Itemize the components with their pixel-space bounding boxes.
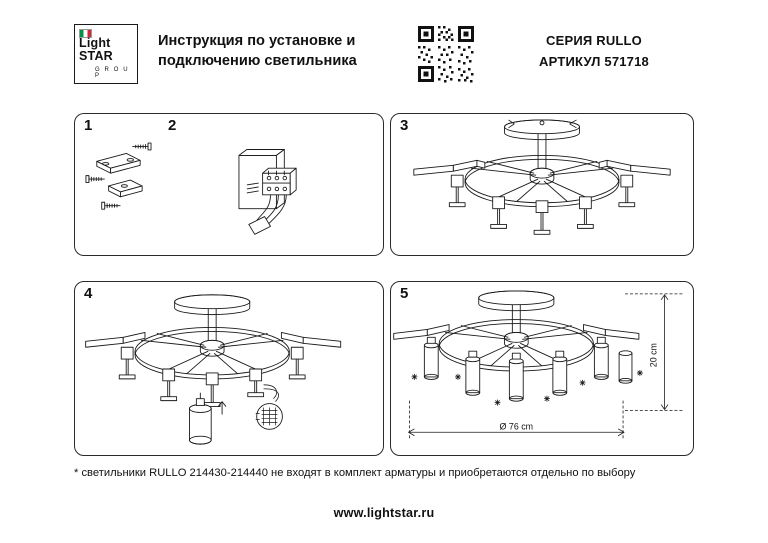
step-panel-5 <box>390 281 694 456</box>
step-panel-4 <box>74 281 384 456</box>
step-4-illustration <box>75 282 383 455</box>
series-label: СЕРИЯ RULLO <box>546 33 642 48</box>
step-number-5: 5 <box>400 285 409 302</box>
step-2-illustration <box>159 114 383 255</box>
step-panel-2 <box>159 113 384 256</box>
logo-line-2: STAR <box>79 48 113 63</box>
step-3-illustration <box>391 114 693 255</box>
logo-line-1: Light <box>79 36 111 50</box>
page-title: Инструкция по установке и подключению светильника <box>158 33 357 69</box>
logo-wordmark <box>79 37 135 62</box>
height-dimension-label: 20 cm <box>648 343 659 368</box>
qr-code-icon <box>416 24 476 84</box>
step-panel-3 <box>390 113 694 256</box>
brand-logo <box>74 24 138 84</box>
step-number-4: 4 <box>84 285 93 302</box>
series-info <box>494 30 694 72</box>
step-number-1: 1 <box>84 117 93 134</box>
footnote: * светильники RULLO 214430-214440 не входят в комплект арматуры и приобретаются отдельно по выбору <box>74 467 636 479</box>
step-number-2: 2 <box>168 117 177 134</box>
header <box>74 24 694 86</box>
step-1-illustration <box>75 114 159 255</box>
step-panel-1 <box>74 113 159 256</box>
logo-group-text: G R O U P <box>95 67 130 79</box>
website-link[interactable]: www.lightstar.ru <box>333 506 435 520</box>
step-number-3: 3 <box>400 117 409 134</box>
article-label: АРТИКУЛ 571718 <box>539 54 649 69</box>
step-5-illustration <box>391 282 693 455</box>
diameter-dimension-label: Ø 76 cm <box>499 421 534 432</box>
